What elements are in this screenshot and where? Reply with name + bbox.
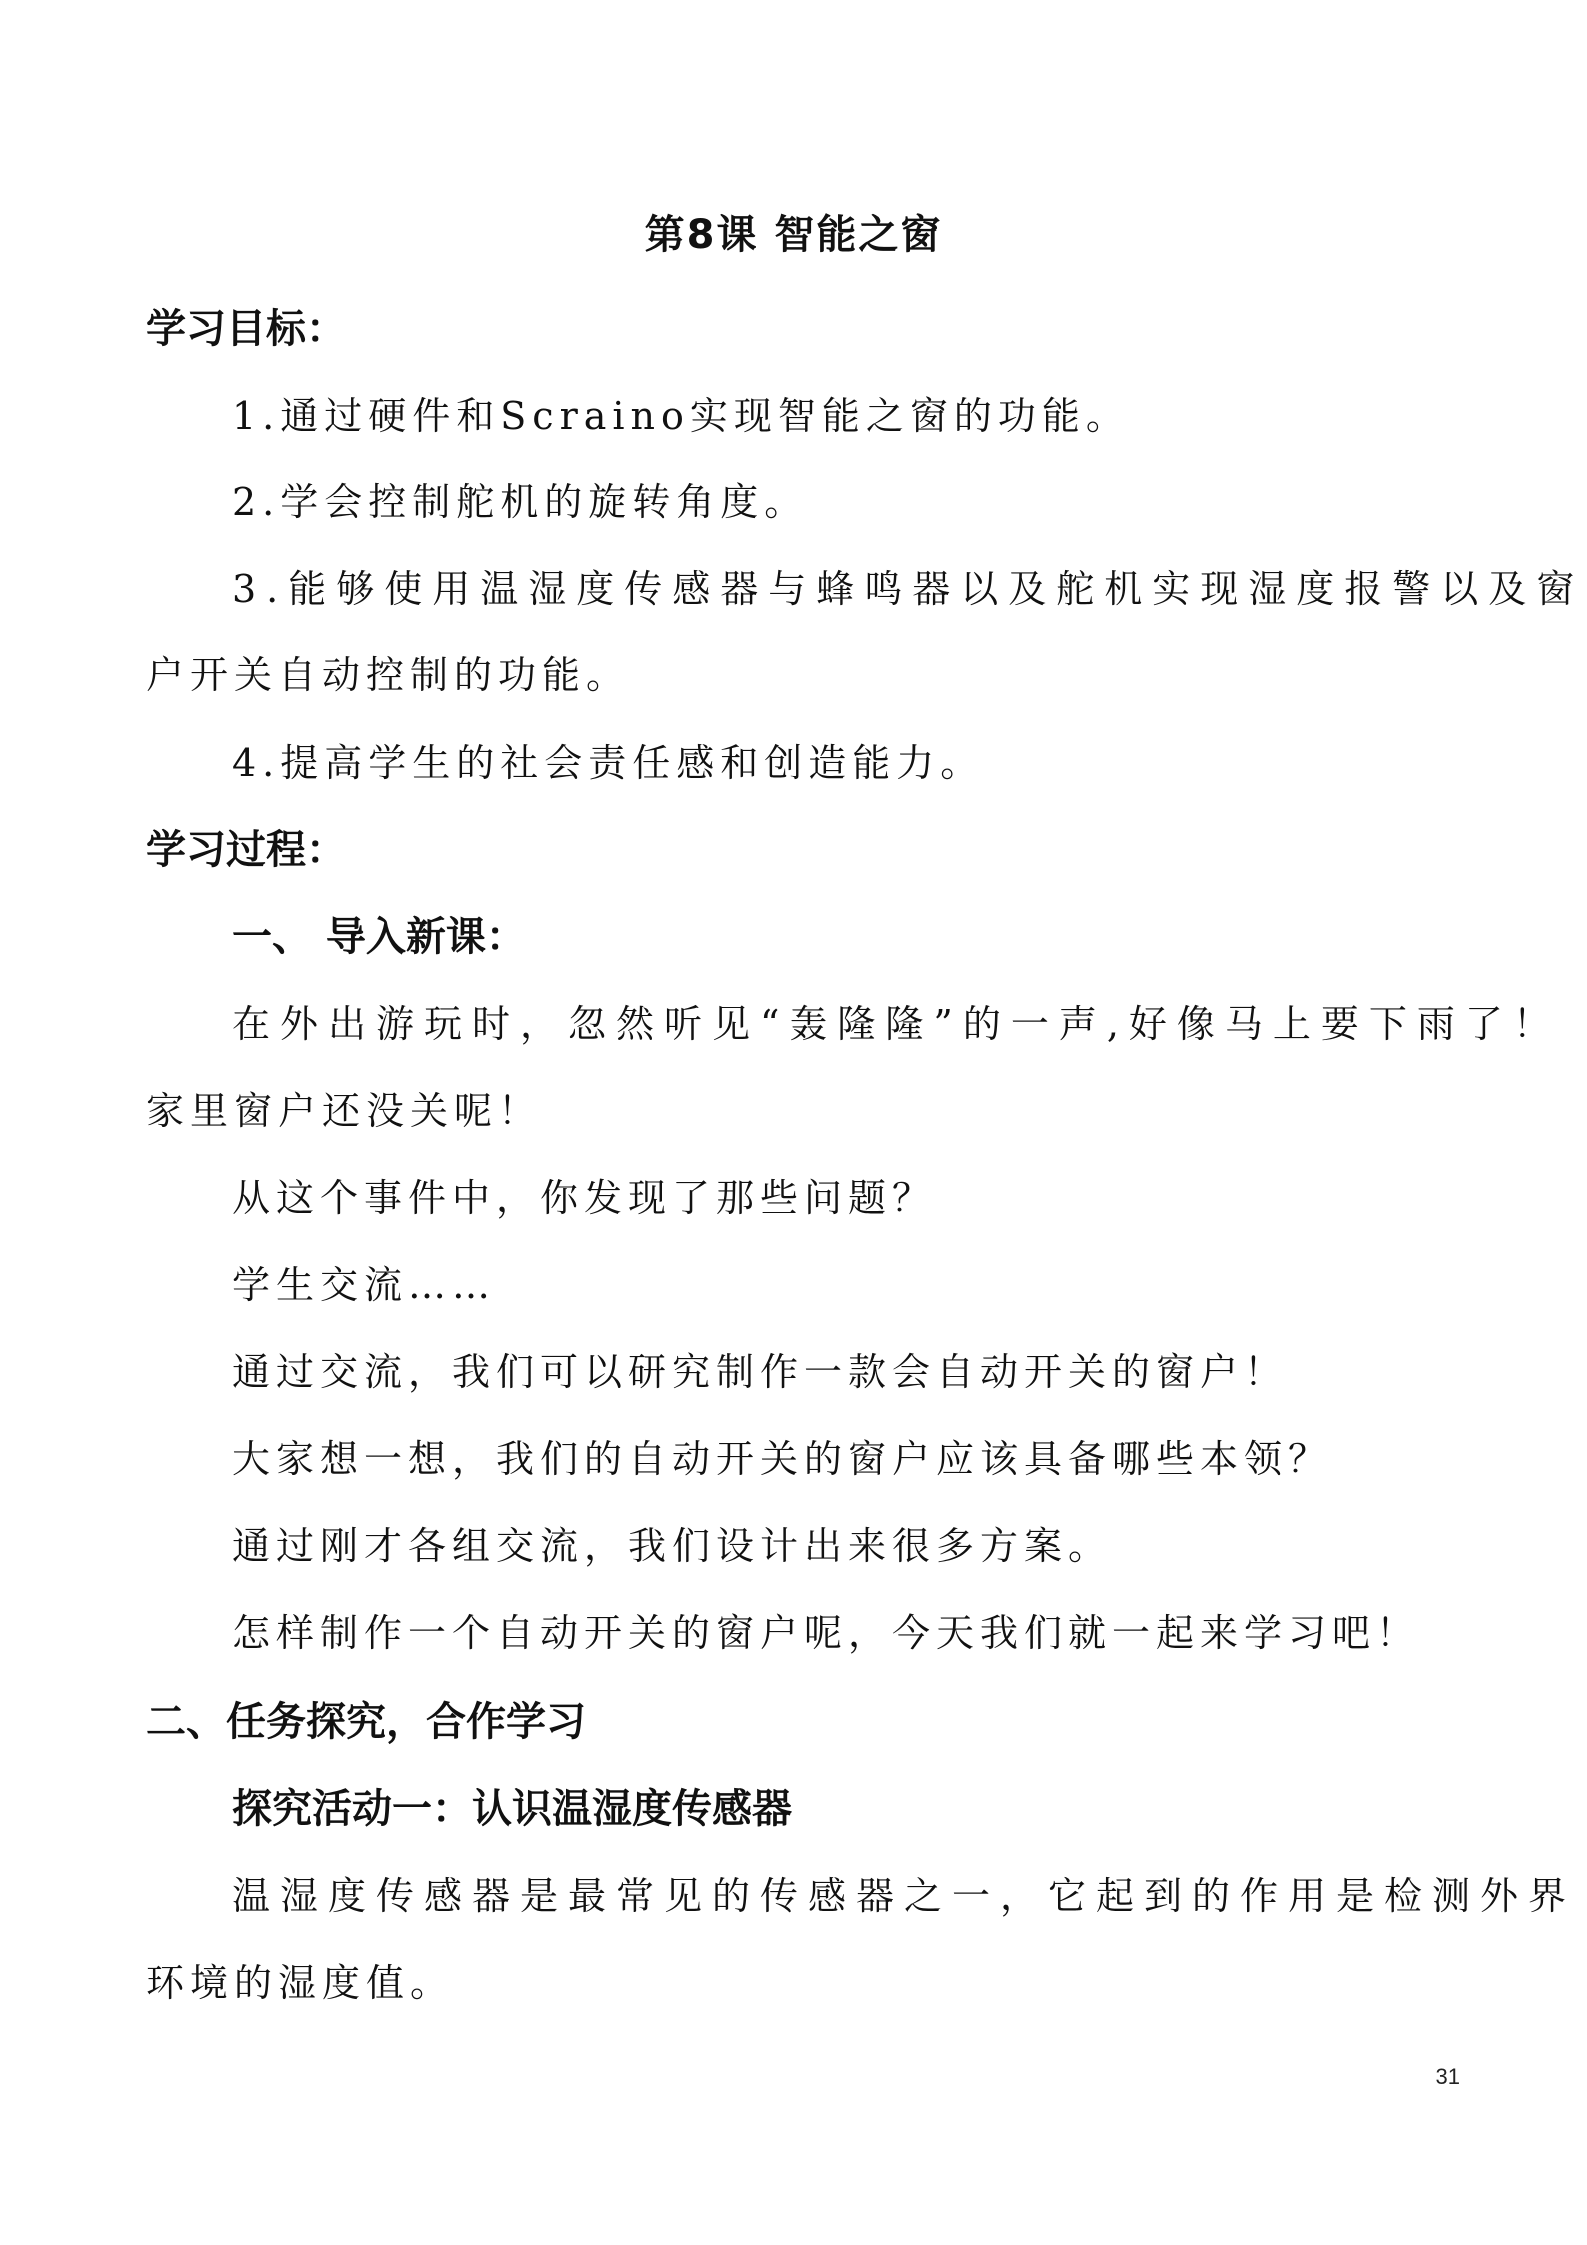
sensor-paragraph: 温湿度传感器是最常见的传感器之一，它起到的作用是检测外界	[232, 1874, 1577, 1918]
section1-heading: 一、 导入新课：	[232, 914, 526, 960]
goal-item-4: 4.提高学生的社会责任感和创造能力。	[232, 741, 985, 785]
goal-item-3-continued: 户开关自动控制的功能。	[146, 653, 631, 697]
intro-paragraph-3: 学生交流……	[232, 1263, 497, 1307]
goal-item-1: 1.通过硬件和Scraino实现智能之窗的功能。	[232, 394, 1130, 438]
activity1-heading: 探究活动一：认识温湿度传感器	[232, 1786, 792, 1832]
intro-paragraph-5: 大家想一想，我们的自动开关的窗户应该具备哪些本领？	[232, 1437, 1333, 1481]
intro-paragraph-1: 在外出游玩时，忽然听见“轰隆隆”的一声,好像马上要下雨了！	[232, 1002, 1561, 1046]
intro-paragraph-1-continued: 家里窗户还没关呢！	[146, 1089, 543, 1133]
intro-paragraph-6: 通过刚才各组交流，我们设计出来很多方案。	[232, 1524, 1113, 1568]
intro-paragraph-4: 通过交流，我们可以研究制作一款会自动开关的窗户！	[232, 1350, 1289, 1394]
intro-paragraph-7: 怎样制作一个自动开关的窗户呢，今天我们就一起来学习吧！	[232, 1611, 1421, 1655]
section2-heading: 二、任务探究，合作学习	[146, 1699, 586, 1745]
goals-heading: 学习目标：	[146, 306, 346, 352]
process-heading: 学习过程：	[146, 827, 346, 873]
page-number: 31	[1435, 2064, 1460, 2089]
sensor-paragraph-continued: 环境的湿度值。	[146, 1961, 455, 2005]
lesson-title: 第8课 智能之窗	[644, 212, 943, 258]
goal-item-2: 2.学会控制舵机的旋转角度。	[232, 480, 809, 524]
goal-item-3: 3.能够使用温湿度传感器与蜂鸣器以及舵机实现湿度报警以及窗	[232, 567, 1585, 611]
intro-paragraph-2: 从这个事件中，你发现了那些问题？	[232, 1176, 937, 1220]
